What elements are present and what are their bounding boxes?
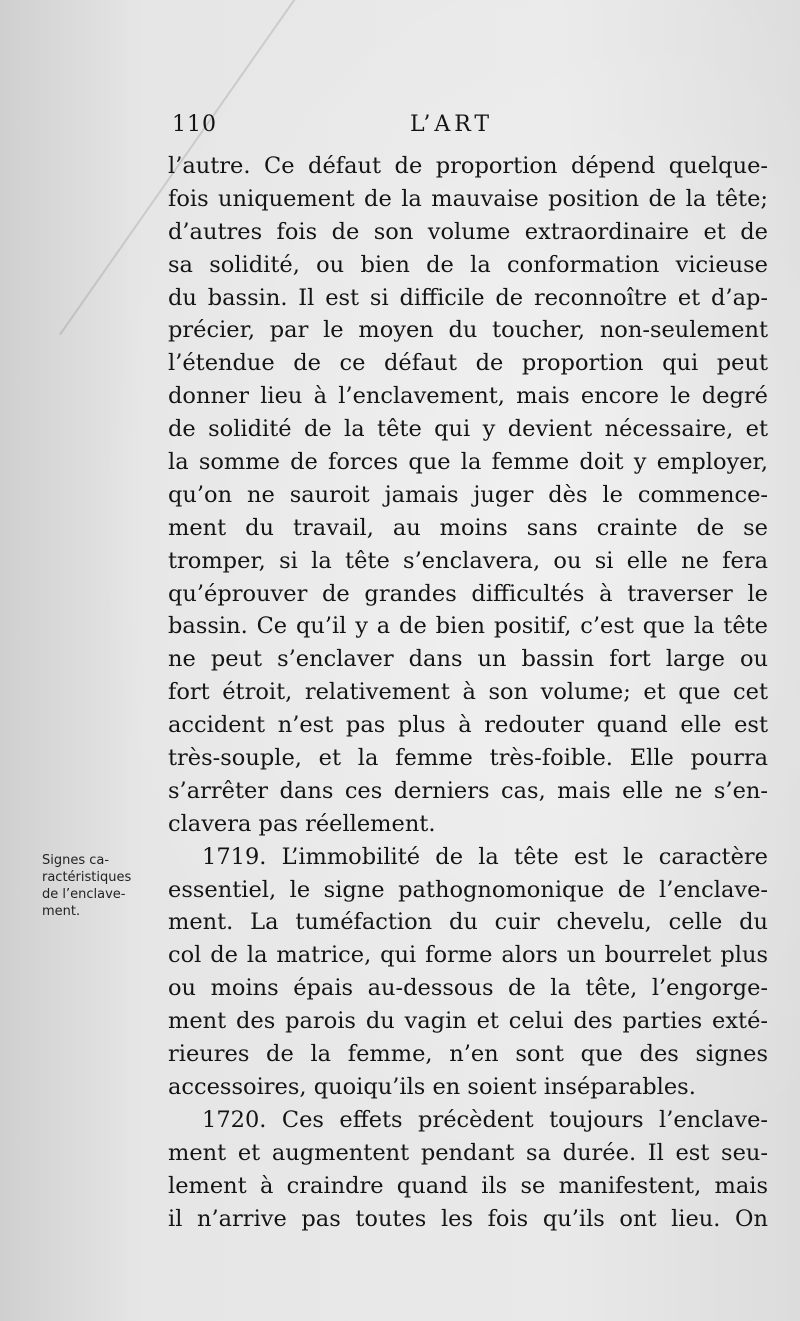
text-line: sa solidité, ou bien de la conformation vicieuse	[168, 251, 768, 278]
body-text	[168, 150, 768, 1235]
margin-note-line: ment.	[42, 904, 81, 919]
paragraph-1720-start: 1720. Ces effets précèdent toujours l’enclave-	[202, 1106, 768, 1133]
text-line: s’arrêter dans ces derniers cas, mais elle ne s’en-	[168, 777, 768, 804]
page-number: 110	[172, 112, 217, 137]
text-line: d’autres fois de son volume extraordinaire et de	[168, 218, 768, 245]
text-line: l’autre. Ce défaut de proportion dépend quelque-	[168, 153, 768, 179]
text-line: ne peut s’enclaver dans un bassin fort large ou	[168, 646, 768, 673]
text-line: fort étroit, relativement à son volume; et que cet	[168, 679, 768, 706]
text-line: il n’arrive pas toutes les fois qu’ils ont lieu. On	[168, 1205, 768, 1232]
margin-note	[42, 852, 170, 920]
text-line: accessoires, quoiqu’ils en soient inséparables.	[168, 1073, 696, 1100]
text-line: très-souple, et la femme très-foible. Elle pourra	[168, 745, 768, 772]
text-line: ment. La tuméfaction du cuir chevelu, celle du	[168, 909, 768, 936]
running-title: L’ART	[410, 112, 494, 137]
text-line: clavera pas réellement.	[168, 810, 436, 837]
text-line: précier, par le moyen du toucher, non-seulement	[168, 317, 768, 344]
margin-note-line: ractéristiques	[42, 870, 132, 885]
text-line: bassin. Ce qu’il y a de bien positif, c’est que la tête	[168, 613, 768, 640]
text-line: tromper, si la tête s’enclavera, ou si elle ne fera	[168, 547, 768, 574]
text-line: col de la matrice, qui forme alors un bourrelet plus	[168, 942, 768, 969]
text-line: donner lieu à l’enclavement, mais encore le degré	[168, 383, 768, 410]
text-line: ou moins épais au-dessous de la tête, l’engorge-	[168, 975, 768, 1002]
text-line: l’étendue de ce défaut de proportion qui peut	[168, 350, 768, 377]
text-line: essentiel, le signe pathognomonique de l’enclave-	[168, 876, 768, 903]
text-line: ment du travail, au moins sans crainte de se	[168, 514, 768, 541]
text-line: la somme de forces que la femme doit y employer,	[168, 449, 768, 476]
margin-note-line: de l’enclave-	[42, 887, 126, 902]
text-line: du bassin. Il est si difficile de reconnoître et d’ap-	[168, 284, 768, 311]
text-line: qu’on ne sauroit jamais juger dès le commence-	[168, 481, 768, 508]
text-line: fois uniquement de la mauvaise position de la tête;	[168, 185, 768, 212]
text-line: ment et augmentent pendant sa durée. Il est seu-	[168, 1139, 768, 1166]
margin-note-line: Signes ca-	[42, 853, 110, 868]
paragraph-1719-start: 1719. L’immobilité de la tête est le caractère	[202, 843, 768, 870]
text-line: accident n’est pas plus à redouter quand elle est	[168, 712, 768, 739]
text-line: lement à craindre quand ils se manifestent, mais	[168, 1172, 768, 1199]
text-line: qu’éprouver de grandes difficultés à traverser le	[168, 580, 768, 607]
text-line: rieures de la femme, n’en sont que des signes	[168, 1041, 768, 1068]
text-line: ment des parois du vagin et celui des parties exté-	[168, 1008, 768, 1035]
text-line: de solidité de la tête qui y devient nécessaire, et	[168, 416, 768, 443]
running-head	[170, 112, 760, 146]
